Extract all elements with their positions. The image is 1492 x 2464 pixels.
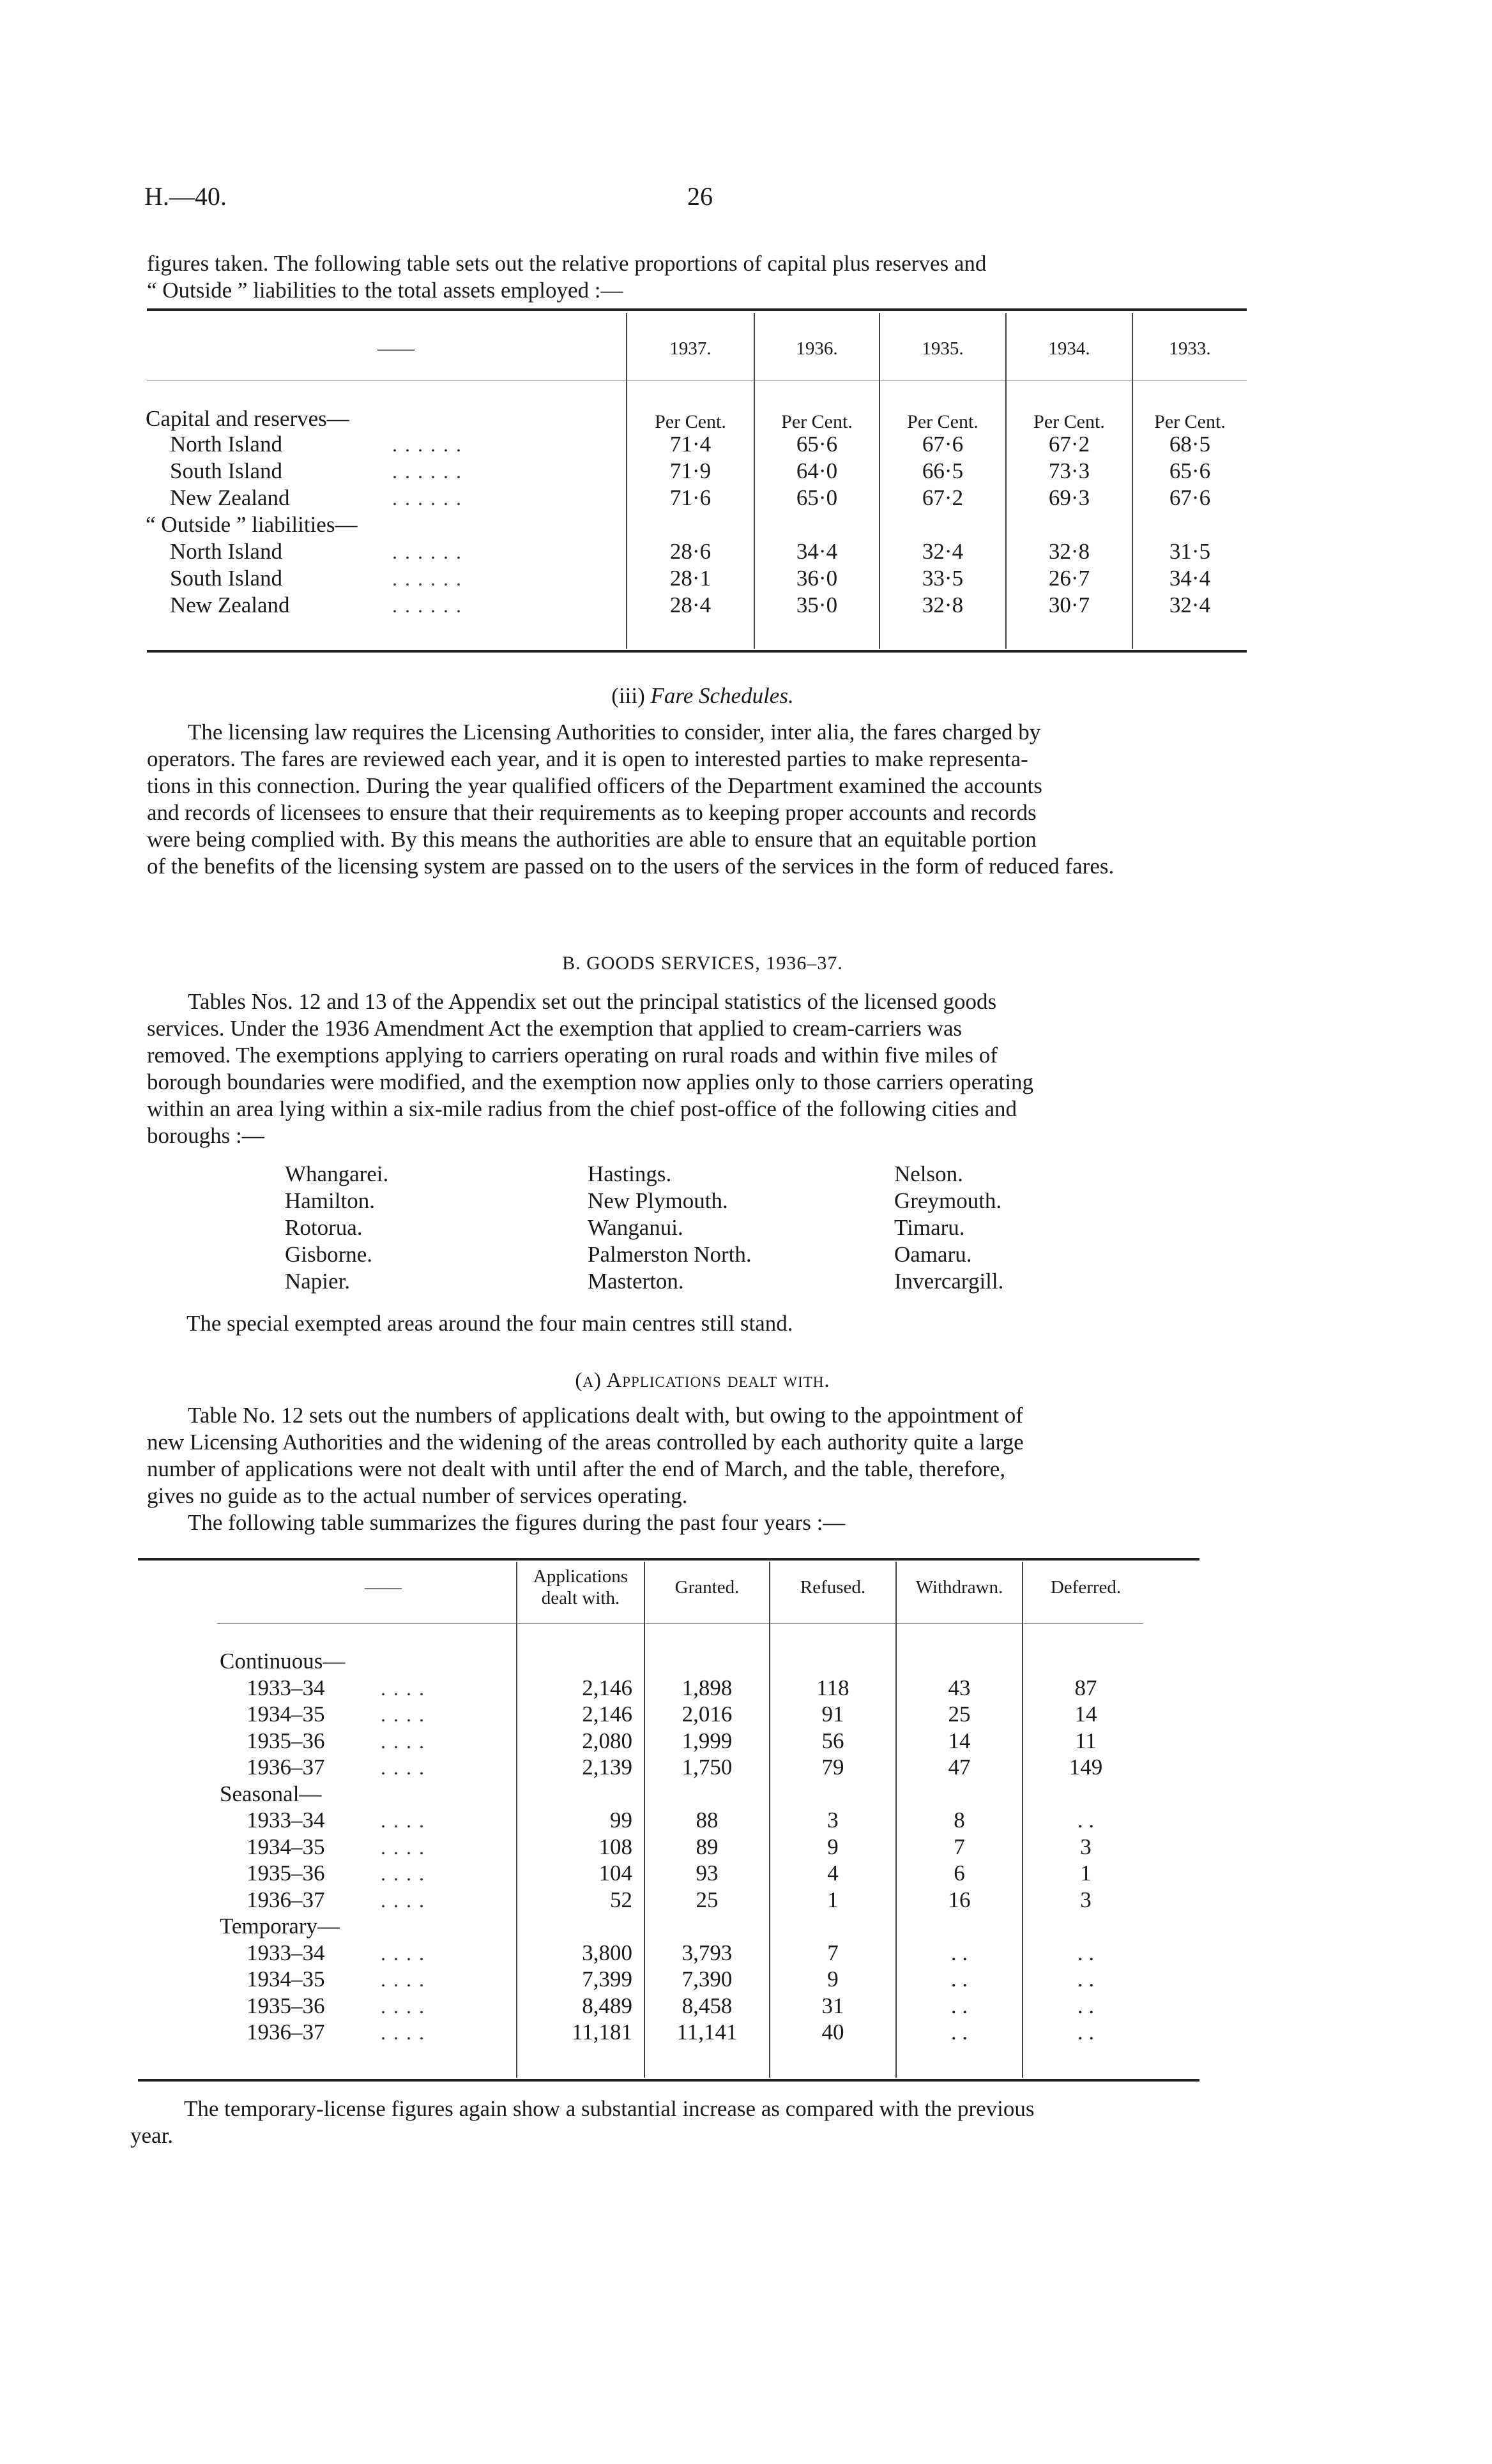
table1-value: 65·0 — [796, 485, 838, 510]
table1-value: 30·7 — [1048, 593, 1090, 617]
table2-value: 1 — [827, 1887, 839, 1912]
table1-col-1936: 1936. — [796, 338, 838, 359]
table2-value: 2,146 — [582, 1675, 632, 1700]
town-name: Palmerston North. — [588, 1242, 752, 1267]
table1-stub-dash: —— — [377, 338, 415, 359]
table2-value: 7,399 — [582, 1967, 632, 1992]
table2-value: 25 — [948, 1702, 971, 1727]
table2-leader: . . . . — [381, 1756, 425, 1779]
table2-value: 16 — [948, 1887, 971, 1912]
town-name: Whangarei. — [285, 1161, 389, 1186]
table2-col-granted: Granted. — [674, 1577, 740, 1598]
table2-value: 93 — [696, 1861, 719, 1886]
table2-header-rule — [217, 1623, 1143, 1624]
table1-value: 31·5 — [1169, 539, 1211, 564]
applications-paragraph — [147, 1402, 1258, 1536]
table1-value: 67·6 — [1169, 485, 1211, 510]
table2-row-year: 1934–35 — [247, 1967, 325, 1992]
goods-line: borough boundaries were modified, and the exemption now applies only to those carriers operating — [147, 1069, 1033, 1094]
table1-value: 36·0 — [796, 566, 838, 591]
table2-leader: . . . . — [381, 1836, 425, 1859]
table2-leader: . . . . — [381, 1942, 425, 1965]
table1-value: 35·0 — [796, 593, 838, 617]
table1-leader: . . . . . . — [392, 594, 462, 617]
table2-value: 149 — [1069, 1755, 1103, 1780]
table1-group-label: “ Outside ” liabilities— — [146, 512, 358, 537]
goods-line: removed. The exemptions applying to carriers operating on rural roads and within five miles of — [147, 1043, 998, 1068]
table2-leader: . . . . — [381, 2021, 425, 2044]
table1-value: 67·2 — [922, 485, 964, 510]
table1-value: 66·5 — [922, 458, 964, 483]
goods-paragraph — [147, 988, 1258, 1149]
table1-row-label: South Island — [170, 458, 282, 483]
table2-col-applications: Applications dealt with. — [533, 1566, 628, 1608]
table1-leader: . . . . . . — [392, 540, 462, 563]
table2-col-withdrawn: Withdrawn. — [915, 1577, 1003, 1598]
town-name: Oamaru. — [894, 1242, 972, 1267]
exempted-areas-note: The special exempted areas around the four main centres still stand. — [187, 1311, 793, 1336]
applications-line: number of applications were not dealt with until after the end of March, and the table, therefore, — [147, 1456, 1006, 1481]
table2-value: 40 — [821, 2020, 844, 2045]
document-code: H.—40. — [144, 182, 227, 211]
table2-leader: . . . . — [381, 1809, 425, 1832]
fare-line: The licensing law requires the Licensing Authorities to consider, inter alia, the fares charged by — [188, 720, 1041, 744]
table2-group-label: Seasonal— — [220, 1781, 322, 1806]
table2-value: 104 — [598, 1861, 632, 1886]
table1-value: 73·3 — [1048, 458, 1090, 483]
table2-value: . . — [950, 1993, 968, 2018]
table2-value: 2,016 — [681, 1702, 733, 1727]
goods-heading: B. GOODS SERVICES, 1936–37. — [562, 953, 843, 974]
table2-value: 14 — [948, 1728, 971, 1753]
table2-row-year: 1934–35 — [247, 1834, 325, 1859]
town-column-1 — [285, 1161, 388, 1295]
applications-line: The following table summarizes the figures during the past four years :— — [188, 1510, 846, 1535]
table2-row-year: 1933–34 — [247, 1808, 325, 1833]
town-column-2 — [588, 1161, 752, 1295]
table2-row-year: 1936–37 — [247, 1755, 325, 1780]
table2-value: 3 — [827, 1808, 839, 1833]
table1-value: 32·8 — [922, 593, 964, 617]
table2-value: 3,800 — [582, 1940, 632, 1965]
table2-col-deferred: Deferred. — [1050, 1577, 1122, 1598]
table1-row-label: New Zealand — [170, 593, 290, 617]
table1-unit: Per Cent. — [1154, 411, 1226, 432]
table2-value: 7 — [954, 1834, 965, 1859]
table2-row-year: 1935–36 — [247, 1861, 325, 1886]
table2-value: 9 — [827, 1967, 839, 1992]
intro-line-1: figures taken. The following table sets out the relative proportions of capital plus reserves and — [147, 251, 987, 276]
table1-value: 71·6 — [669, 485, 712, 510]
intro-paragraph — [147, 250, 1258, 304]
table2-value: 31 — [821, 1993, 844, 2018]
table2-value: 7 — [827, 1940, 839, 1965]
fare-heading — [147, 683, 1258, 709]
table2-value: . . — [1077, 1967, 1095, 1992]
fare-heading-number: (iii) — [611, 683, 651, 708]
table1-value: 71·4 — [669, 432, 712, 457]
table2-group-label: Continuous— — [220, 1649, 346, 1674]
table2-value: 9 — [827, 1834, 839, 1859]
table2-value: 99 — [610, 1808, 632, 1833]
applications-heading: (a) Applications dealt with. — [575, 1369, 830, 1392]
table2-value: 6 — [954, 1861, 965, 1886]
table2-value: 11,181 — [572, 2020, 632, 2045]
intro-line-2: “ Outside ” liabilities to the total assets employed :— — [147, 278, 623, 303]
table2-group-label: Temporary— — [220, 1914, 340, 1939]
town-name: Hamilton. — [285, 1188, 375, 1213]
table1-top-rule — [147, 308, 1247, 311]
town-name: Napier. — [285, 1269, 351, 1294]
table2-value: 52 — [610, 1887, 632, 1912]
table1-row-label: North Island — [170, 432, 282, 457]
table2-value: . . — [950, 1967, 968, 1992]
table1-value: 28·1 — [669, 566, 712, 591]
table2-leader: . . . . — [381, 1995, 425, 2018]
applications-line: new Licensing Authorities and the widening of the areas controlled by each authority quite a large — [147, 1430, 1024, 1455]
table1-leader: . . . . . . — [392, 487, 462, 510]
table2-value: 1,898 — [681, 1675, 733, 1700]
table1-value: 71·9 — [669, 458, 712, 483]
table1-value: 64·0 — [796, 458, 838, 483]
table2-value: 11 — [1075, 1728, 1097, 1753]
table1-value: 34·4 — [1169, 566, 1211, 591]
table2-value: 1,999 — [681, 1728, 733, 1753]
table1-value: 68·5 — [1169, 432, 1211, 457]
table2-value: . . — [1077, 1993, 1095, 2018]
table2-value: 56 — [821, 1728, 844, 1753]
town-name: Wanganui. — [588, 1215, 683, 1240]
table1-value: 32·4 — [922, 539, 964, 564]
table1-leader: . . . . . . — [392, 433, 462, 456]
table2-value: 47 — [948, 1755, 971, 1780]
table2-leader: . . . . — [381, 1862, 425, 1885]
table2-value: 91 — [821, 1702, 844, 1727]
town-column-3 — [894, 1161, 1003, 1295]
closing-paragraph — [130, 2096, 1248, 2149]
table2-row-year: 1936–37 — [247, 2020, 325, 2045]
goods-line: within an area lying within a six-mile radius from the chief post-office of the following cities and — [147, 1096, 1017, 1121]
table2-row-year: 1933–34 — [247, 1940, 325, 1965]
table1-value: 33·5 — [922, 566, 964, 591]
table2-value: 89 — [696, 1834, 719, 1859]
table2-value: . . — [1077, 2020, 1095, 2045]
fare-line: were being complied with. By this means the authorities are able to ensure that an equitable portion — [147, 827, 1037, 852]
table1-group-label: Capital and reserves— — [146, 406, 349, 431]
table2-value: 2,146 — [582, 1702, 632, 1727]
page-number: 26 — [687, 182, 713, 211]
table1-value: 65·6 — [1169, 458, 1211, 483]
table2-value: 88 — [696, 1808, 719, 1833]
table2-leader: . . . . — [381, 1968, 425, 1991]
closing-line: The temporary-license figures again show a substantial increase as compared with the previous — [184, 2096, 1035, 2121]
table1-value: 28·4 — [669, 593, 712, 617]
table2-stub-dash: —— — [365, 1577, 402, 1598]
table2-value: 43 — [948, 1675, 971, 1700]
table1-value: 34·4 — [796, 539, 838, 564]
table1-col-1937: 1937. — [669, 338, 712, 359]
table1-unit: Per Cent. — [781, 411, 853, 432]
table1-row-label: South Island — [170, 566, 282, 591]
goods-line: boroughs :— — [147, 1123, 264, 1148]
table2-value: 3,793 — [681, 1940, 733, 1965]
table2-value: 14 — [1074, 1702, 1097, 1727]
table1-row-label: New Zealand — [170, 485, 290, 510]
table2-col-refused: Refused. — [800, 1577, 866, 1598]
fare-line: tions in this connection. During the year qualified officers of the Department examined the accounts — [147, 773, 1042, 798]
table2-value: 1 — [1080, 1861, 1092, 1886]
table1-col-1935: 1935. — [922, 338, 964, 359]
table1-value: 67·2 — [1048, 432, 1090, 457]
town-name: Timaru. — [894, 1215, 965, 1240]
table2-value: 2,139 — [582, 1755, 632, 1780]
table2-value: 87 — [1074, 1675, 1097, 1700]
town-name: Gisborne. — [285, 1242, 373, 1267]
table2-value: 1,750 — [681, 1755, 733, 1780]
table2-value: 8,458 — [681, 1993, 733, 2018]
goods-line: Tables Nos. 12 and 13 of the Appendix set out the principal statistics of the licensed goods — [188, 989, 997, 1014]
table2-row-year: 1934–35 — [247, 1702, 325, 1727]
fare-line: operators. The fares are reviewed each year, and it is open to interested parties to make representa- — [147, 746, 1028, 771]
table1-leader: . . . . . . — [392, 567, 462, 590]
town-name: New Plymouth. — [588, 1188, 728, 1213]
applications-line: Table No. 12 sets out the numbers of applications dealt with, but owing to the appointment of — [188, 1403, 1023, 1428]
table1-unit: Per Cent. — [655, 411, 726, 432]
table1-value: 26·7 — [1048, 566, 1090, 591]
table2-value: . . — [1077, 1940, 1095, 1965]
fare-line: and records of licensees to ensure that their requirements as to keeping proper accounts and records — [147, 800, 1037, 825]
town-name: Greymouth. — [894, 1188, 1002, 1213]
table2-value: . . — [1077, 1808, 1095, 1833]
table2-value: 4 — [827, 1861, 839, 1886]
table1-value: 28·6 — [669, 539, 712, 564]
table2-value: 11,141 — [676, 2020, 738, 2045]
town-name: Nelson. — [894, 1161, 963, 1186]
table2-value: 108 — [598, 1834, 632, 1859]
table1-value: 69·3 — [1048, 485, 1090, 510]
table1-value: 32·4 — [1169, 593, 1211, 617]
table1-value: 67·6 — [922, 432, 964, 457]
table1-value: 32·8 — [1048, 539, 1090, 564]
town-name: Invercargill. — [894, 1269, 1004, 1294]
table2-value: 118 — [816, 1675, 849, 1700]
applications-line: gives no guide as to the actual number of services operating. — [147, 1483, 688, 1508]
table2-leader: . . . . — [381, 1889, 425, 1912]
goods-line: services. Under the 1936 Amendment Act the exemption that applied to cream-carriers was — [147, 1016, 963, 1041]
table1-col-1933: 1933. — [1169, 338, 1211, 359]
town-name: Rotorua. — [285, 1215, 363, 1240]
table2-value: . . — [950, 1940, 968, 1965]
table1-bottom-rule — [147, 650, 1247, 653]
table2-row-year: 1935–36 — [247, 1728, 325, 1753]
table1-row-label: North Island — [170, 539, 282, 564]
table2-value: 8 — [954, 1808, 965, 1833]
fare-line: of the benefits of the licensing system are passed on to the users of the services in the form of reduced fares. — [147, 854, 1115, 879]
table1-col-1934: 1934. — [1048, 338, 1090, 359]
table2-value: 3 — [1080, 1887, 1092, 1912]
table1-leader: . . . . . . — [392, 460, 462, 483]
table2-bottom-rule — [138, 2079, 1199, 2082]
table2-row-year: 1933–34 — [247, 1675, 325, 1700]
fare-heading-title: Fare Schedules. — [650, 683, 794, 708]
table2-leader: . . . . — [381, 1677, 425, 1700]
table2-leader: . . . . — [381, 1730, 425, 1753]
table1-unit: Per Cent. — [1033, 411, 1105, 432]
table2-value: . . — [950, 2020, 968, 2045]
closing-line: year. — [130, 2123, 174, 2148]
town-name: Masterton. — [588, 1269, 684, 1294]
table2-row-year: 1936–37 — [247, 1887, 325, 1912]
table2-value: 8,489 — [582, 1993, 632, 2018]
table2-leader: . . . . — [381, 1703, 425, 1726]
fare-paragraph — [147, 719, 1258, 880]
table2-row-year: 1935–36 — [247, 1993, 325, 2018]
table1-unit: Per Cent. — [907, 411, 978, 432]
table2-value: 79 — [821, 1755, 844, 1780]
table2-value: 25 — [696, 1887, 719, 1912]
table2-value: 3 — [1080, 1834, 1092, 1859]
table2-value: 2,080 — [582, 1728, 632, 1753]
table1-value: 65·6 — [796, 432, 838, 457]
town-name: Hastings. — [588, 1161, 672, 1186]
table2-top-rule — [138, 1558, 1199, 1561]
table2-value: 7,390 — [681, 1967, 733, 1992]
